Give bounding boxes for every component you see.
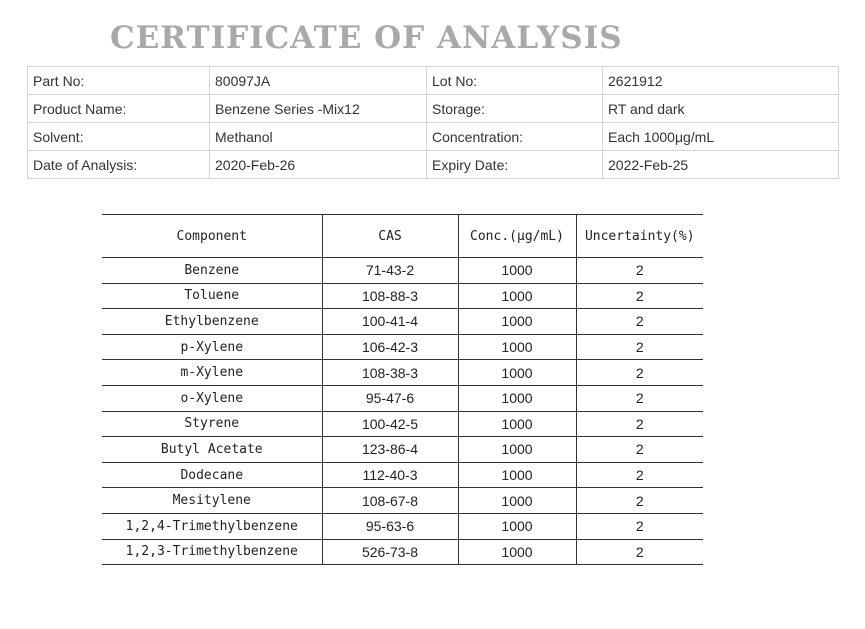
component-name: Ethylbenzene (102, 309, 322, 335)
part-no-label: Part No: (28, 67, 210, 95)
cas-number: 108-38-3 (322, 360, 458, 386)
cas-number: 71-43-2 (322, 258, 458, 284)
table-row (102, 258, 703, 284)
concentration-value: 1000 (458, 283, 576, 309)
component-name: Butyl Acetate (102, 437, 322, 463)
column-header-cas: CAS (322, 215, 458, 258)
components-header-row (102, 215, 703, 258)
uncertainty-value: 2 (576, 539, 703, 565)
table-row (102, 462, 703, 488)
concentration-value: Each 1000μg/mL (603, 123, 839, 151)
uncertainty-value: 2 (576, 334, 703, 360)
cas-number: 123-86-4 (322, 437, 458, 463)
product-name-value: Benzene Series -Mix12 (210, 95, 427, 123)
table-row (102, 411, 703, 437)
uncertainty-value: 2 (576, 488, 703, 514)
component-name: p-Xylene (102, 334, 322, 360)
uncertainty-value: 2 (576, 258, 703, 284)
solvent-label: Solvent: (28, 123, 210, 151)
concentration-value: 1000 (458, 462, 576, 488)
concentration-value: 1000 (458, 385, 576, 411)
concentration-value: 1000 (458, 360, 576, 386)
part-no-value: 80097JA (210, 67, 427, 95)
cas-number: 108-67-8 (322, 488, 458, 514)
table-row (102, 309, 703, 335)
product-info-table (27, 66, 839, 179)
cas-number: 112-40-3 (322, 462, 458, 488)
uncertainty-value: 2 (576, 309, 703, 335)
table-row (102, 513, 703, 539)
table-row (102, 283, 703, 309)
certificate-title: CERTIFICATE OF ANALYSIS (110, 20, 623, 56)
uncertainty-value: 2 (576, 385, 703, 411)
cas-number: 100-42-5 (322, 411, 458, 437)
info-row-product-storage (28, 95, 839, 123)
component-name: Styrene (102, 411, 322, 437)
table-row (102, 334, 703, 360)
table-row (102, 437, 703, 463)
concentration-value: 1000 (458, 513, 576, 539)
expiry-date-value: 2022-Feb-25 (603, 151, 839, 179)
column-header-uncertainty: Uncertainty(%) (576, 215, 703, 258)
concentration-value: 1000 (458, 411, 576, 437)
info-row-dates (28, 151, 839, 179)
component-name: Mesitylene (102, 488, 322, 514)
uncertainty-value: 2 (576, 283, 703, 309)
cas-number: 108-88-3 (322, 283, 458, 309)
cas-number: 95-63-6 (322, 513, 458, 539)
table-row (102, 539, 703, 565)
lot-no-label: Lot No: (427, 67, 603, 95)
expiry-date-label: Expiry Date: (427, 151, 603, 179)
component-name: 1,2,4-Trimethylbenzene (102, 513, 322, 539)
components-table (102, 214, 703, 565)
cas-number: 95-47-6 (322, 385, 458, 411)
lot-no-value: 2621912 (603, 67, 839, 95)
column-header-component: Component (102, 215, 322, 258)
component-name: Benzene (102, 258, 322, 284)
concentration-value: 1000 (458, 539, 576, 565)
component-name: m-Xylene (102, 360, 322, 386)
uncertainty-value: 2 (576, 462, 703, 488)
uncertainty-value: 2 (576, 411, 703, 437)
cas-number: 106-42-3 (322, 334, 458, 360)
column-header-concentration: Conc.(μg/mL) (458, 215, 576, 258)
analysis-date-value: 2020-Feb-26 (210, 151, 427, 179)
table-row (102, 385, 703, 411)
info-row-solvent-concentration (28, 123, 839, 151)
storage-value: RT and dark (603, 95, 839, 123)
component-name: Dodecane (102, 462, 322, 488)
concentration-label: Concentration: (427, 123, 603, 151)
cas-number: 100-41-4 (322, 309, 458, 335)
storage-label: Storage: (427, 95, 603, 123)
cas-number: 526-73-8 (322, 539, 458, 565)
uncertainty-value: 2 (576, 513, 703, 539)
info-row-part-lot (28, 67, 839, 95)
product-name-label: Product Name: (28, 95, 210, 123)
component-name: o-Xylene (102, 385, 322, 411)
uncertainty-value: 2 (576, 360, 703, 386)
component-name: Toluene (102, 283, 322, 309)
uncertainty-value: 2 (576, 437, 703, 463)
concentration-value: 1000 (458, 488, 576, 514)
concentration-value: 1000 (458, 334, 576, 360)
concentration-value: 1000 (458, 258, 576, 284)
analysis-date-label: Date of Analysis: (28, 151, 210, 179)
solvent-value: Methanol (210, 123, 427, 151)
concentration-value: 1000 (458, 437, 576, 463)
component-name: 1,2,3-Trimethylbenzene (102, 539, 322, 565)
table-row (102, 488, 703, 514)
table-row (102, 360, 703, 386)
concentration-value: 1000 (458, 309, 576, 335)
